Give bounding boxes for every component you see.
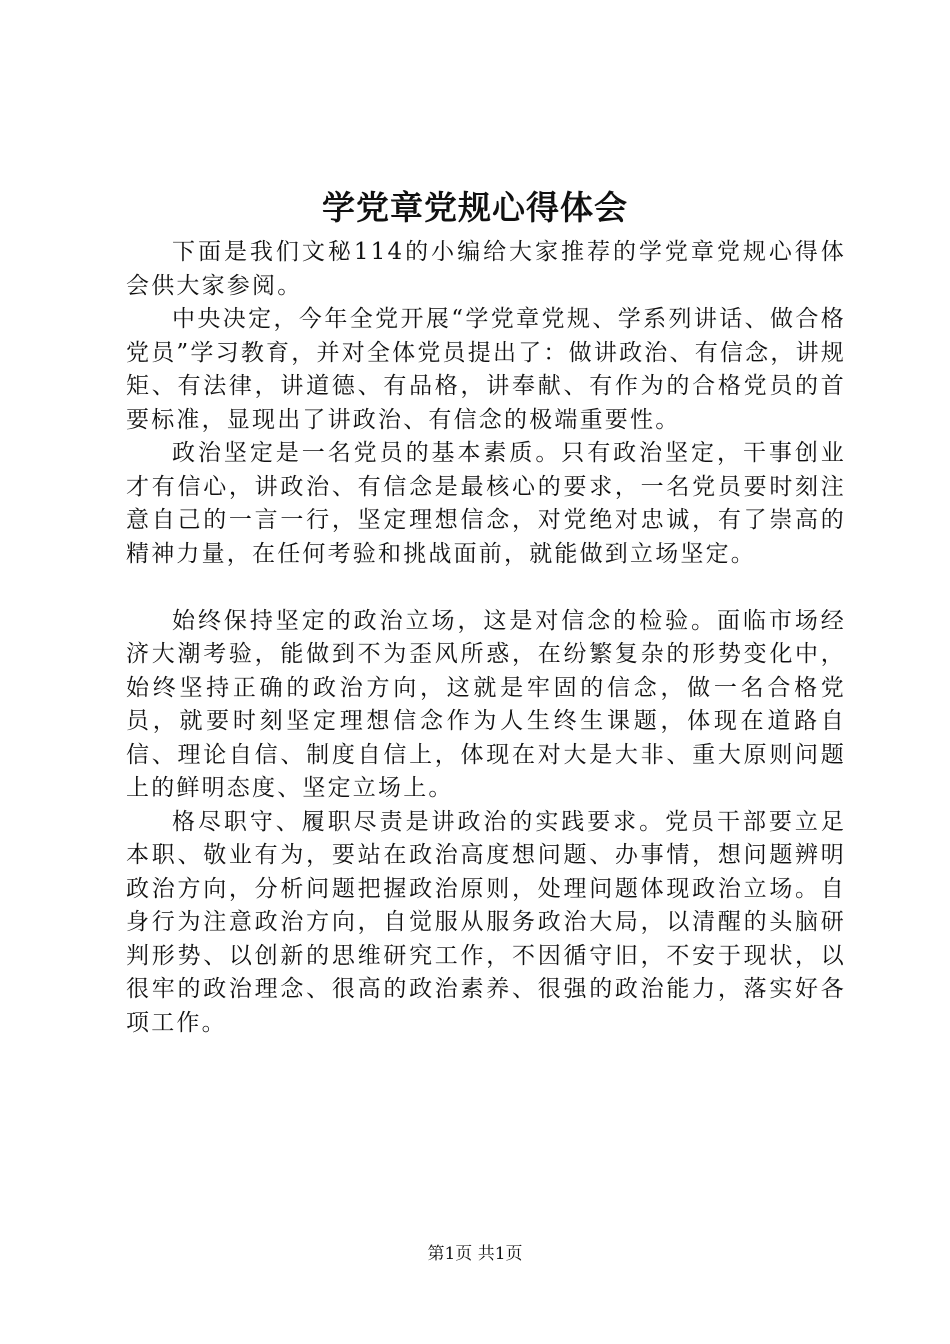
paragraph-political-firmness: 政治坚定是一名党员的基本素质。只有政治坚定，干事创业才有信心，讲政治、有信念是最核心的要求，一名党员要时刻注意自己的一言一行，坚定理想信念，对党绝对忠诚，有了崇高的精神力量，在任何考验和挑战面前，就能做到立场坚定。 (126, 440, 846, 567)
paragraph-central-decision: 中央决定，今年全党开展“学党章党规、学系列讲话、做合格党员”学习教育，并对全体党员提出了：做讲政治、有信念，讲规矩、有法律，讲道德、有品格，讲奉献、有作为的合格党员的首要标准，显现出了讲政治、有信念的极端重要性。 (126, 306, 846, 433)
paragraph-duty: 格尽职守、履职尽责是讲政治的实践要求。党员干部要立足本职、敬业有为，要站在政治高度想问题、办事情，想问题辨明政治方向，分析问题把握政治原则，处理问题体现政治立场。自身行为注意政治方向，自觉服从服务政治大局，以清醒的头脑研判形势、以创新的思维研究工作，不因循守旧，不安于现状，以很牢的政治理念、很高的政治素养、很强的政治能力，落实好各项工作。 (126, 808, 846, 1036)
document-title: 学党章党规心得体会 (322, 188, 628, 227)
paragraph-political-stance: 始终保持坚定的政治立场，这是对信念的检验。面临市场经济大潮考验，能做到不为歪风所惑，在纷繁复杂的形势变化中，始终坚持正确的政治方向，这就是牢固的信念，做一名合格党员，就要时刻坚定理想信念作为人生终生课题，体现在道路自信、理论自信、制度自信上，体现在对大是大非、重大原则问题上的鲜明态度、坚定立场上。 (126, 607, 846, 801)
paragraph-intro: 下面是我们文秘114的小编给大家推荐的学党章党规心得体会供大家参阅。 (126, 239, 846, 299)
document-body (126, 236, 846, 1040)
page-footer: 第1页 共1页 (427, 1244, 523, 1264)
